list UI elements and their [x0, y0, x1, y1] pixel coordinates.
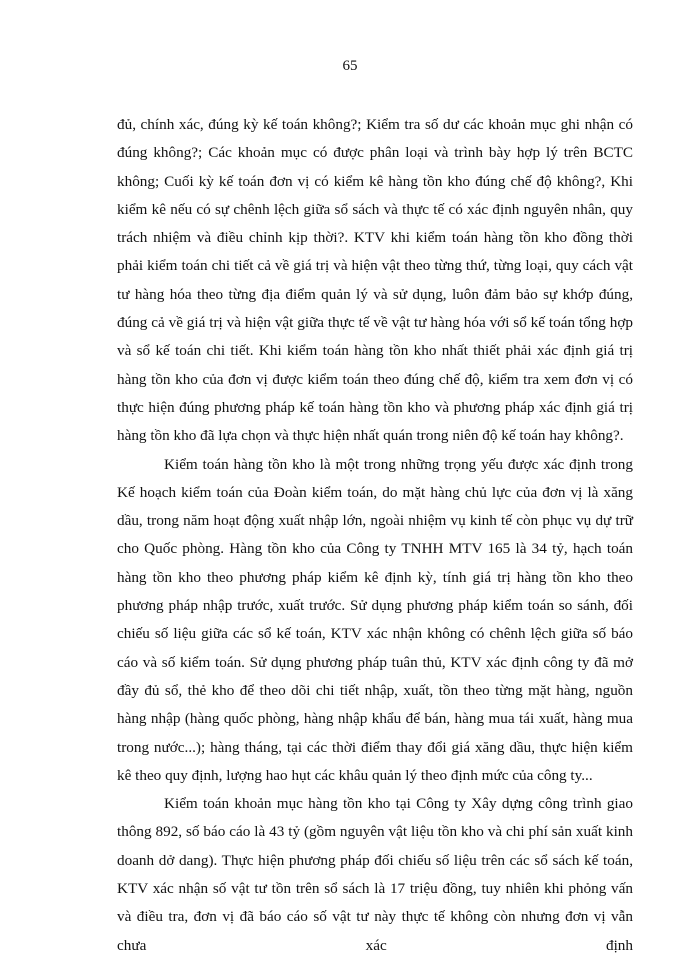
paragraph-2: Kiểm toán hàng tồn kho là một trong những trọng yếu được xác định trong Kế hoạch kiểm toán của Đoàn kiểm toán, do mặt hàng chủ lực của đơn vị là xăng dầu, trong năm hoạt động xuất nhập lớn, ngoài nhiệm vụ kinh tế còn phục vụ dự trữ cho Quốc phòng. Hàng tồn kho của Công ty TNHH MTV 165 là 34 tỷ, hạch toán hàng tồn kho theo phương pháp kiểm kê định kỳ, tính giá trị hàng tồn kho theo phương pháp nhập trước, xuất trước. Sử dụng phương pháp kiểm toán so sánh, đối chiếu số liệu giữa các sổ kế toán, KTV xác nhận không có chênh lệch giữa số báo cáo và số kiểm toán. Sử dụng phương pháp tuân thủ, KTV xác định công ty đã mở đầy đủ sổ, thẻ kho để theo dõi chi tiết nhập, xuất, tồn theo từng mặt hàng, nguồn hàng nhập (hàng quốc phòng, hàng nhập khẩu để bán, hàng mua tái xuất, hàng mua trong nước...); hàng tháng, tại các thời điểm thay đổi giá xăng dầu, thực hiện kiểm kê theo quy định, lượng hao hụt các khâu quản lý theo định mức của công ty...	[117, 455, 633, 784]
paragraph-1: đủ, chính xác, đúng kỳ kế toán không?; Kiểm tra số dư các khoản mục ghi nhận có đúng không?; Các khoản mục có được phân loại và trình bày hợp lý trên BCTC không; Cuối kỳ kế toán đơn vị có kiểm kê hàng tồn kho đúng chế độ không?, Khi kiểm kê nếu có sự chênh lệch giữa sổ sách và thực tế có xác định nguyên nhân, quy trách nhiệm và điều chỉnh kịp thời?. KTV khi kiểm toán hàng tồn kho đồng thời phải kiểm toán chi tiết cả về giá trị và hiện vật theo từng thứ, từng loại, quy cách vật tư hàng hóa theo từng địa điểm quản lý và sử dụng, luôn đảm bảo sự khớp đúng, đúng cả về giá trị và hiện vật giữa thực tế về vật tư hàng hóa với sổ kế toán tổng hợp và sổ kế toán chi tiết. Khi kiểm toán hàng tồn kho nhất thiết phải xác định giá trị hàng tồn kho của đơn vị được kiểm toán theo đúng chế độ, kiểm tra xem đơn vị có thực hiện đúng phương pháp kế toán hàng tồn kho và phương pháp xác định giá trị hàng tồn kho đã lựa chọn và thực hiện nhất quán trong niên độ kế toán hay không?.	[117, 116, 633, 445]
body-text	[117, 111, 633, 960]
paragraph-3: Kiểm toán khoản mục hàng tồn kho tại Công ty Xây dựng công trình giao thông 892, số báo cáo là 43 tỷ (gồm nguyên vật liệu tồn kho và chi phí sản xuất kinh doanh dở dang). Thực hiện phương pháp đối chiếu số liệu trên các sổ sách kế toán, KTV xác nhận số vật tư tồn trên sổ sách là 17 triệu đồng, tuy nhiên khi phỏng vấn và điều tra, đơn vị đã báo cáo số vật tư này thực tế không còn nhưng đơn vị vẫn chưa xác định	[117, 795, 633, 954]
page-number: 65	[342, 58, 358, 74]
